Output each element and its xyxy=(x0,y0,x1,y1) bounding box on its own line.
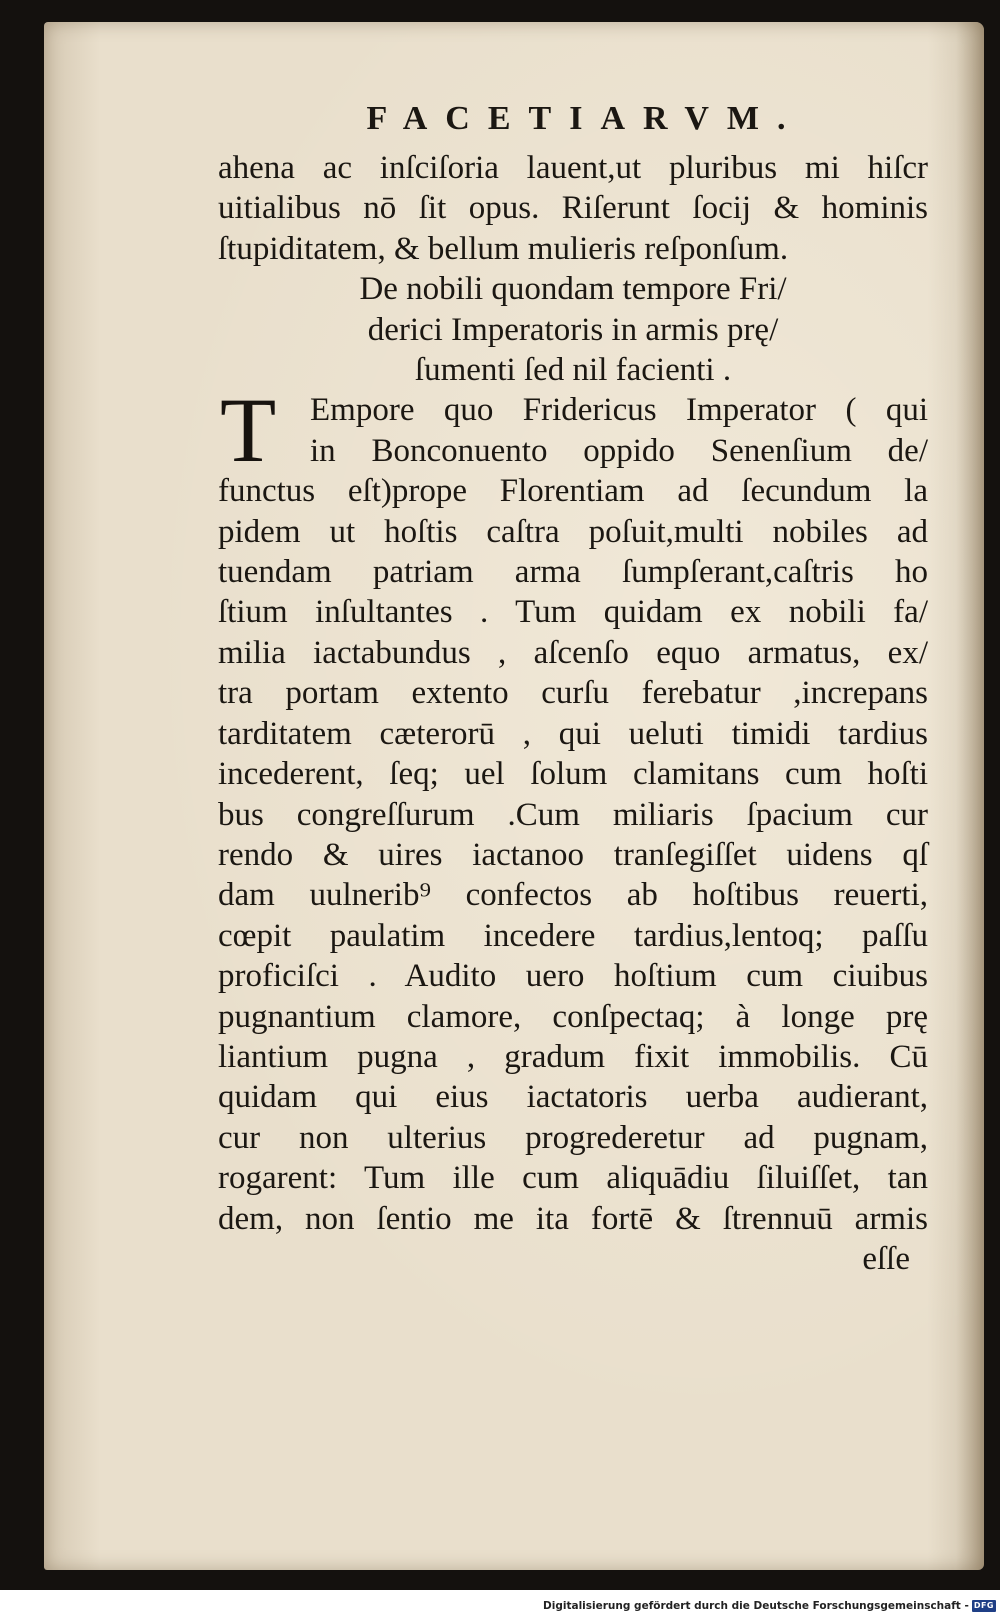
dfg-logo-icon: DFG xyxy=(973,1601,994,1610)
drop-cap-initial: T xyxy=(220,379,277,482)
text-line: in Bonconuento oppido Senenſium de/ xyxy=(310,432,928,469)
text-line: dam uulnerib⁹ confectos ab hoſtibus reuerti, xyxy=(218,877,928,914)
credit-text: Digitalisierung gefördert durch die Deutsche Forschungsgemeinschaft - xyxy=(543,1600,969,1612)
text-line: functus eſt)prope Florentiam ad ſecundum la xyxy=(218,473,928,510)
text-line: milia iactabundus , aſcenſo equo armatus, ex/ xyxy=(218,634,928,671)
text-line: rogarent: Tum ille cum aliquādiu ſiluiſſet, tan xyxy=(218,1160,928,1197)
text-line: dem, non ſentio me ita fortē & ſtrennuū armis xyxy=(218,1200,928,1237)
digitization-credit xyxy=(543,1600,996,1612)
section-heading xyxy=(218,269,928,390)
text-line: pugnantium clamore, conſpectaq; à longe prę xyxy=(218,998,928,1035)
text-line: uitialibus nō ſit opus. Riſerunt ſocij & hominis xyxy=(218,190,928,227)
text-line: cœpit paulatim incedere tardius,lentoq; paſſu xyxy=(218,917,928,954)
text-line: Empore quo Fridericus Imperator ( qui xyxy=(310,392,928,429)
text-line: ſtium inſultantes . Tum quidam ex nobili fa/ xyxy=(218,594,928,631)
text-line: pidem ut hoſtis caſtra poſuit,multi nobiles ad xyxy=(218,513,928,550)
text-line: cur non ulterius progrederetur ad pugnam, xyxy=(218,1119,928,1156)
text-block xyxy=(218,96,928,1279)
heading-line: ſumenti ſed nil facienti . xyxy=(414,352,732,389)
text-line: rendo & uires iactanoo tranſegiſſet uidens qſ xyxy=(218,836,928,873)
text-line: incederent, ſeq; uel ſolum clamitans cum hoſti xyxy=(218,756,928,793)
text-line: bus congreſſurum .Cum miliaris ſpacium cur xyxy=(218,796,928,833)
text-line: ahena ac inſciſoria lauent,ut pluribus mi hiſcr xyxy=(218,150,928,186)
text-line: liantium pugna , gradum fixit immobilis. Cū xyxy=(218,1038,928,1075)
heading-line: derici Imperatoris in armis prę/ xyxy=(367,311,779,348)
text-line: ſtupiditatem, & bellum mulieris reſponſum. xyxy=(218,230,789,267)
text-line: tarditatem cæterorū , qui ueluti timidi tardius xyxy=(218,715,928,752)
catchword: eſſe xyxy=(862,1240,910,1277)
text-line: proficiſci . Audito uero hoſtium cum ciuibus xyxy=(218,958,928,995)
text-line: tuendam patriam arma ſumpſerant,caſtris ho xyxy=(218,554,928,591)
running-head: FACETIARVM. xyxy=(366,100,804,137)
top-lines xyxy=(218,148,928,269)
page-edge-shadow xyxy=(956,22,984,1570)
paragraph xyxy=(218,379,928,1239)
heading-line: De nobili quondam tempore Fri/ xyxy=(359,271,787,308)
text-line: tra portam extento curſu ferebatur ,increpans xyxy=(218,675,928,712)
text-line: quidam qui eius iactatoris uerba audierant, xyxy=(218,1079,928,1116)
